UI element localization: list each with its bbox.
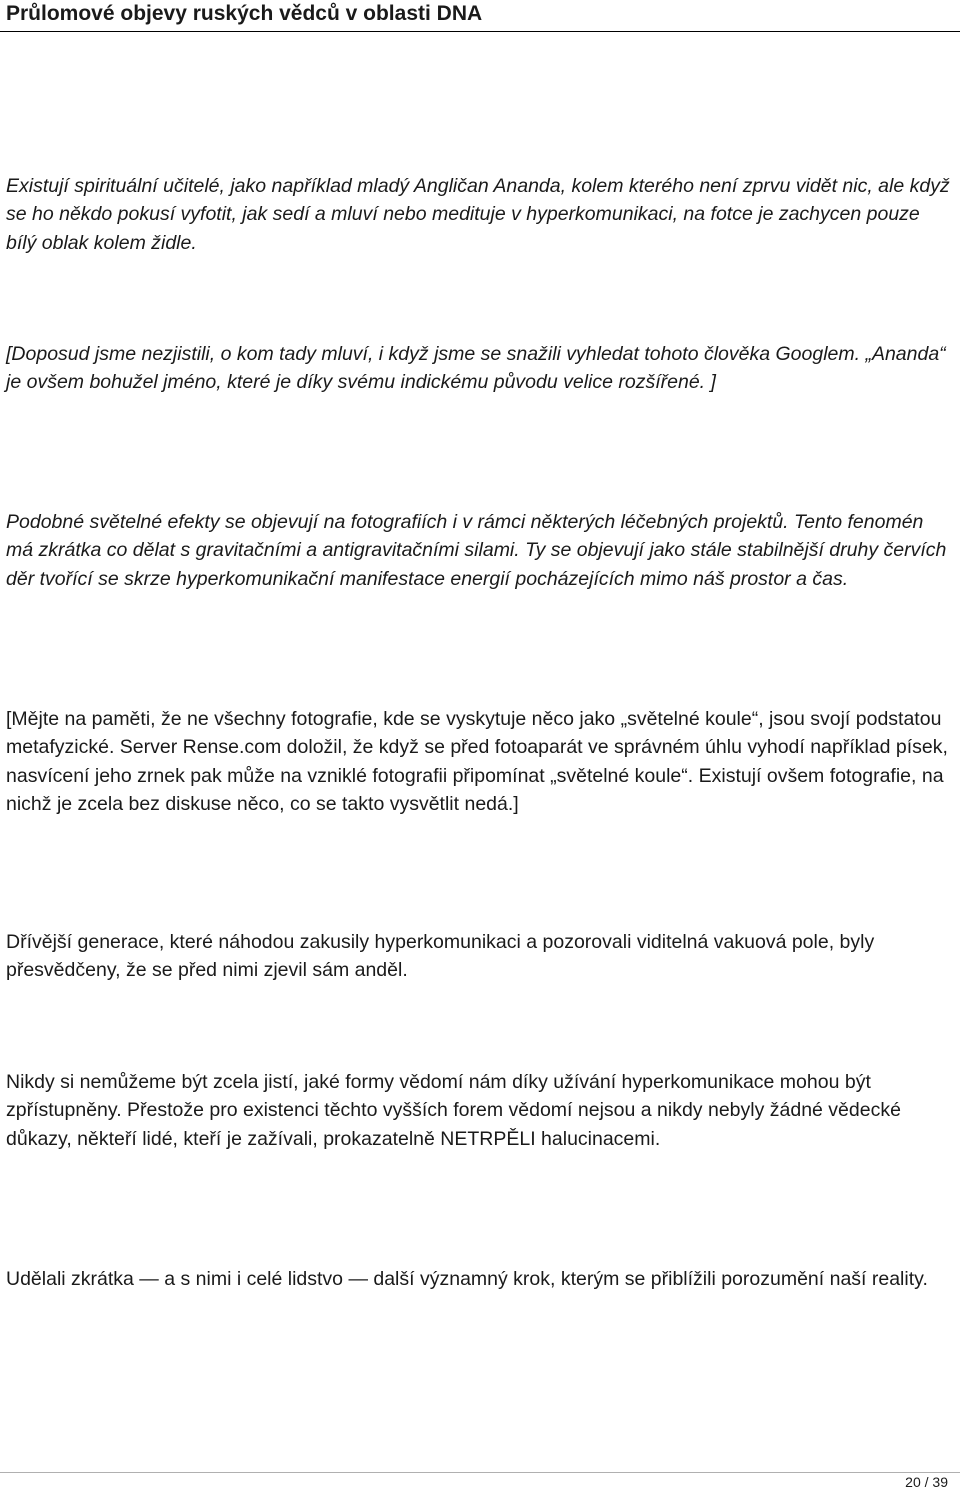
header-divider: [0, 31, 960, 32]
paragraph-light-effects: Podobné světelné efekty se objevují na fotografiích i v rámci některých léčebných projektů. Tento fenomén má zkrátka co dělat s gravitačními a antigravitačními silami. Ty se objevují jako stále stabilnější druhy červích děr tvořící se skrze hyperkomunikační manifestace energií pocházejících mimo náš prostor a čas.: [6, 511, 947, 590]
paragraph-ananda-intro: Existují spirituální učitelé, jako například mladý Angličan Ananda, kolem kterého není zprvu vidět nic, ale když se ho někdo pokusí vyfotit, jak sedí a mluví nebo medituje v hyperkomunikaci, na fotce je zachycen pouze bílý oblak kolem židle.: [6, 175, 950, 254]
paragraph-forms-of-consciousness: Nikdy si nemůžeme být zcela jistí, jaké formy vědomí nám díky užívání hyperkomunikace mohou být zpřístupněny. Přestože pro existenci těchto vyšších forem vědomí nejsou a nikdy nebyly žádné vědecké důkazy, někteří lidé, kteří je zažívali, prokazatelně NETRPĚLI halucinacemi.: [6, 1071, 901, 1150]
page-title: Průlomové objevy ruských vědců v oblasti DNA: [6, 2, 483, 25]
paragraph-earlier-generations: Dřívější generace, které náhodou zakusily hyperkomunikaci a pozorovali viditelná vakuová pole, byly přesvědčeny, že se před nimi zjevil sám anděl.: [6, 931, 875, 982]
paragraph-closing: Udělali zkrátka — a s nimi i celé lidstvo — další významný krok, kterým se přiblížili porozumění naší reality.: [6, 1268, 928, 1290]
paragraph-editor-note-ananda: [Doposud jsme nezjistili, o kom tady mluví, i když jsme se snažili vyhledat tohoto člověka Googlem. „Ananda“ je ovšem bohužel jméno, které je díky svému indickému původu velice rozšířené. ]: [6, 343, 946, 394]
page-number: 20 / 39: [905, 1474, 948, 1490]
footer-divider: [0, 1472, 960, 1473]
paragraph-editor-note-light-orbs: [Mějte na paměti, že ne všechny fotografie, kde se vyskytuje něco jako „světelné koule“, jsou svojí podstatou metafyzické. Server Rense.com doložil, že když se před fotoaparát ve správném úhlu vyhodí například písek, nasvícení jeho zrnek pak může na vzniklé fotografii připomínat „světelné koule“. Existují ovšem fotografie, na nichž je zcela bez diskuse něco, co se takto vysvětlit nedá.]: [6, 708, 948, 815]
